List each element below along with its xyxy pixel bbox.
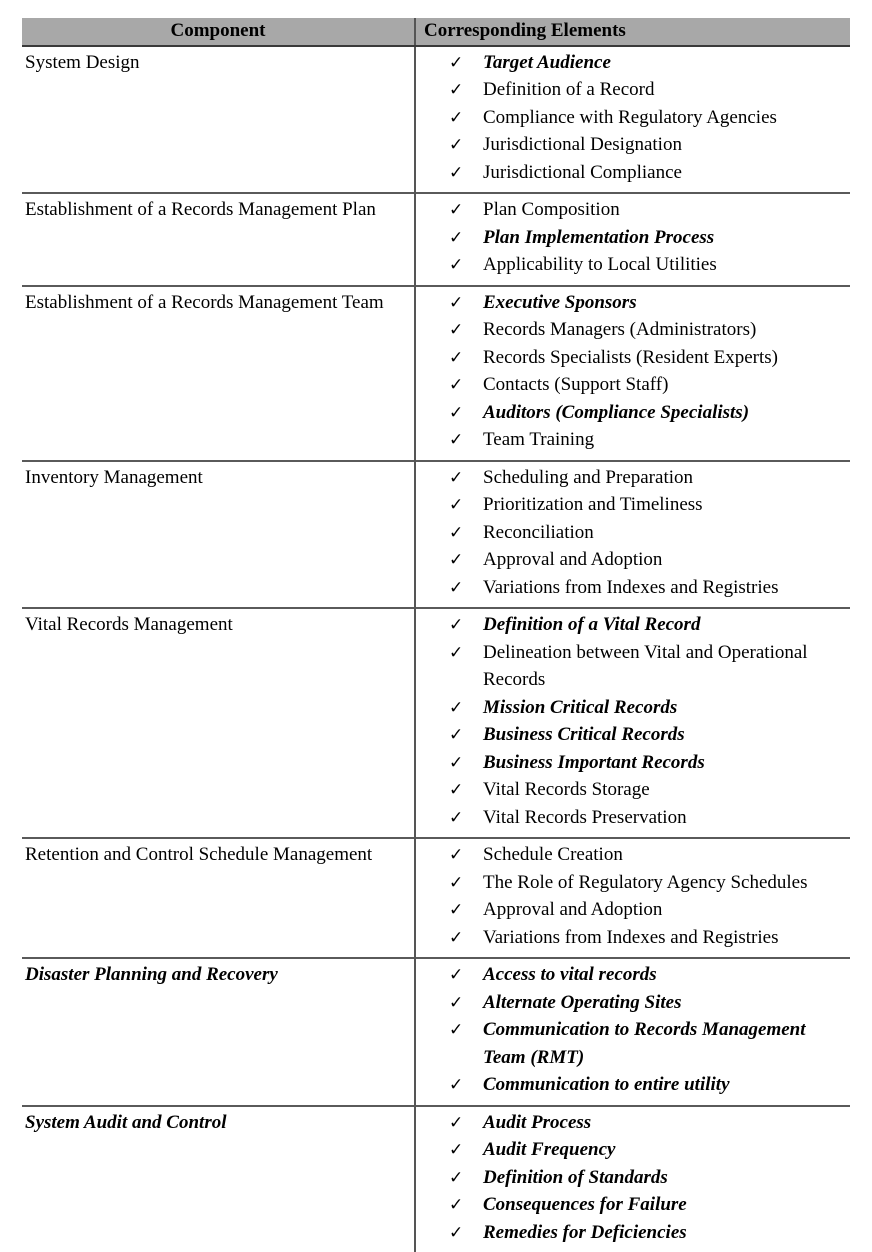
checkmark-icon: ✓ — [449, 900, 464, 920]
checkmark-icon: ✓ — [449, 467, 464, 487]
table-body — [22, 46, 850, 1252]
list-item — [416, 49, 848, 77]
list-item-label: Business Important Records — [483, 751, 705, 773]
checkmark-icon: ✓ — [449, 615, 464, 635]
list-item-label: Team Training — [483, 429, 595, 451]
checkmark-icon: ✓ — [449, 135, 464, 155]
list-item-label: Alternate Operating Sites — [483, 991, 682, 1013]
list-item — [416, 1016, 848, 1071]
checkmark-icon: ✓ — [449, 347, 464, 367]
checkmark-icon: ✓ — [449, 642, 464, 662]
checkmark-icon: ✓ — [449, 292, 464, 312]
checkmark-icon: ✓ — [449, 52, 464, 72]
elements-cell — [415, 1106, 850, 1252]
list-item — [416, 519, 848, 547]
list-item-label: Access to vital records — [483, 964, 657, 986]
list-item-label: Plan Implementation Process — [483, 226, 715, 248]
list-item-label: Contacts (Support Staff) — [483, 374, 669, 396]
checkmark-icon: ✓ — [449, 1112, 464, 1132]
elements-cell — [415, 461, 850, 609]
component-label: Retention and Control Schedule Management — [25, 844, 373, 866]
list-item — [416, 896, 848, 924]
elements-list — [416, 49, 848, 187]
list-item-label: Audit Process — [483, 1111, 592, 1133]
list-item — [416, 611, 848, 639]
list-item — [416, 639, 848, 694]
list-item-label: Executive Sponsors — [483, 291, 637, 313]
records-management-components-table — [22, 18, 850, 1252]
list-item — [416, 749, 848, 777]
list-item-label: Jurisdictional Designation — [483, 134, 682, 156]
list-item-label: Prioritization and Timeliness — [483, 494, 703, 516]
checkmark-icon: ✓ — [449, 752, 464, 772]
list-item-label: Plan Composition — [483, 199, 620, 221]
list-item-label: Communication to entire utility — [483, 1074, 730, 1096]
list-item-label: Consequences for Failure — [483, 1194, 687, 1216]
component-cell — [22, 286, 415, 461]
list-item — [416, 1109, 848, 1137]
list-item — [416, 76, 848, 104]
checkmark-icon: ✓ — [449, 1222, 464, 1242]
list-item — [416, 776, 848, 804]
checkmark-icon: ✓ — [449, 522, 464, 542]
list-item — [416, 399, 848, 427]
list-item — [416, 131, 848, 159]
list-item-label: The Role of Regulatory Agency Schedules — [483, 871, 808, 893]
list-item — [416, 196, 848, 224]
elements-list — [416, 289, 848, 454]
list-item-label: Definition of a Vital Record — [483, 614, 701, 636]
list-item — [416, 804, 848, 832]
list-item-label: Communication to Records Management Team (RMT) — [483, 1019, 806, 1068]
elements-cell — [415, 46, 850, 194]
checkmark-icon: ✓ — [449, 162, 464, 182]
list-item — [416, 1191, 848, 1219]
list-item — [416, 869, 848, 897]
checkmark-icon: ✓ — [449, 430, 464, 450]
component-label: Inventory Management — [25, 466, 203, 488]
component-cell — [22, 193, 415, 286]
list-item — [416, 924, 848, 952]
list-item — [416, 841, 848, 869]
list-item-label: Target Audience — [483, 51, 611, 73]
checkmark-icon: ✓ — [449, 807, 464, 827]
checkmark-icon: ✓ — [449, 320, 464, 340]
list-item — [416, 251, 848, 279]
component-label: System Audit and Control — [25, 1111, 227, 1133]
list-item-label: Mission Critical Records — [483, 696, 678, 718]
list-item-label: Approval and Adoption — [483, 549, 663, 571]
elements-cell — [415, 193, 850, 286]
table-header-row — [22, 18, 850, 46]
list-item-label: Scheduling and Preparation — [483, 466, 694, 488]
checkmark-icon: ✓ — [449, 1140, 464, 1160]
list-item — [416, 1164, 848, 1192]
checkmark-icon: ✓ — [449, 1075, 464, 1095]
component-cell — [22, 461, 415, 609]
table-row — [22, 958, 850, 1106]
checkmark-icon: ✓ — [449, 1020, 464, 1040]
elements-list — [416, 1109, 848, 1247]
list-item-label: Auditors (Compliance Specialists) — [483, 401, 750, 423]
list-item-label: Audit Frequency — [483, 1139, 616, 1161]
component-cell — [22, 46, 415, 194]
list-item-label: Applicability to Local Utilities — [483, 254, 717, 276]
list-item-label: Compliance with Regulatory Agencies — [483, 106, 777, 128]
list-item — [416, 344, 848, 372]
list-item-label: Delineation between Vital and Operational Records — [483, 641, 808, 691]
checkmark-icon: ✓ — [449, 255, 464, 275]
checkmark-icon: ✓ — [449, 965, 464, 985]
list-item — [416, 989, 848, 1017]
elements-cell — [415, 608, 850, 838]
list-item — [416, 546, 848, 574]
checkmark-icon: ✓ — [449, 725, 464, 745]
elements-list — [416, 196, 848, 279]
elements-cell — [415, 286, 850, 461]
list-item-label: Definition of Standards — [483, 1166, 668, 1188]
checkmark-icon: ✓ — [449, 375, 464, 395]
table-row — [22, 461, 850, 609]
component-label: Establishment of a Records Management Team — [25, 291, 384, 313]
component-cell — [22, 1106, 415, 1252]
component-label: Vital Records Management — [25, 614, 233, 636]
list-item — [416, 1136, 848, 1164]
list-item — [416, 316, 848, 344]
component-cell — [22, 838, 415, 958]
component-label: System Design — [25, 51, 140, 73]
component-cell — [22, 958, 415, 1106]
list-item — [416, 104, 848, 132]
checkmark-icon: ✓ — [449, 992, 464, 1012]
checkmark-icon: ✓ — [449, 780, 464, 800]
list-item — [416, 1071, 848, 1099]
table-row — [22, 838, 850, 958]
table-row — [22, 1106, 850, 1252]
list-item — [416, 464, 848, 492]
table-row — [22, 286, 850, 461]
checkmark-icon: ✓ — [449, 697, 464, 717]
list-item-label: Vital Records Storage — [483, 779, 650, 801]
checkmark-icon: ✓ — [449, 495, 464, 515]
column-header-corresponding-elements: Corresponding Elements — [415, 18, 850, 46]
checkmark-icon: ✓ — [449, 107, 464, 127]
list-item — [416, 289, 848, 317]
list-item-label: Vital Records Preservation — [483, 806, 687, 828]
list-item-label: Variations from Indexes and Registries — [483, 576, 779, 598]
list-item-label: Variations from Indexes and Registries — [483, 926, 779, 948]
checkmark-icon: ✓ — [449, 927, 464, 947]
table-row — [22, 608, 850, 838]
elements-list — [416, 961, 848, 1099]
list-item-label: Records Managers (Administrators) — [483, 319, 757, 341]
elements-list — [416, 841, 848, 951]
checkmark-icon: ✓ — [449, 550, 464, 570]
checkmark-icon: ✓ — [449, 577, 464, 597]
list-item — [416, 961, 848, 989]
list-item-label: Schedule Creation — [483, 844, 623, 866]
list-item — [416, 574, 848, 602]
checkmark-icon: ✓ — [449, 200, 464, 220]
list-item-label: Remedies for Deficiencies — [483, 1221, 687, 1243]
list-item — [416, 426, 848, 454]
list-item — [416, 371, 848, 399]
list-item — [416, 721, 848, 749]
column-header-component: Component — [22, 18, 415, 46]
list-item — [416, 159, 848, 187]
list-item — [416, 694, 848, 722]
elements-cell — [415, 838, 850, 958]
table-header — [22, 18, 850, 46]
component-label: Establishment of a Records Management Plan — [25, 199, 376, 221]
list-item-label: Jurisdictional Compliance — [483, 161, 682, 183]
checkmark-icon: ✓ — [449, 402, 464, 422]
elements-list — [416, 464, 848, 602]
checkmark-icon: ✓ — [449, 872, 464, 892]
list-item — [416, 1219, 848, 1247]
component-cell — [22, 608, 415, 838]
component-label: Disaster Planning and Recovery — [25, 964, 278, 986]
list-item — [416, 491, 848, 519]
table-row — [22, 193, 850, 286]
list-item-label: Business Critical Records — [483, 724, 685, 746]
list-item-label: Definition of a Record — [483, 79, 655, 101]
list-item-label: Reconciliation — [483, 521, 594, 543]
list-item-label: Records Specialists (Resident Experts) — [483, 346, 778, 368]
table-row — [22, 46, 850, 194]
checkmark-icon: ✓ — [449, 227, 464, 247]
checkmark-icon: ✓ — [449, 845, 464, 865]
list-item-label: Approval and Adoption — [483, 899, 663, 921]
elements-list — [416, 611, 848, 831]
checkmark-icon: ✓ — [449, 1167, 464, 1187]
elements-cell — [415, 958, 850, 1106]
checkmark-icon: ✓ — [449, 80, 464, 100]
list-item — [416, 224, 848, 252]
checkmark-icon: ✓ — [449, 1195, 464, 1215]
